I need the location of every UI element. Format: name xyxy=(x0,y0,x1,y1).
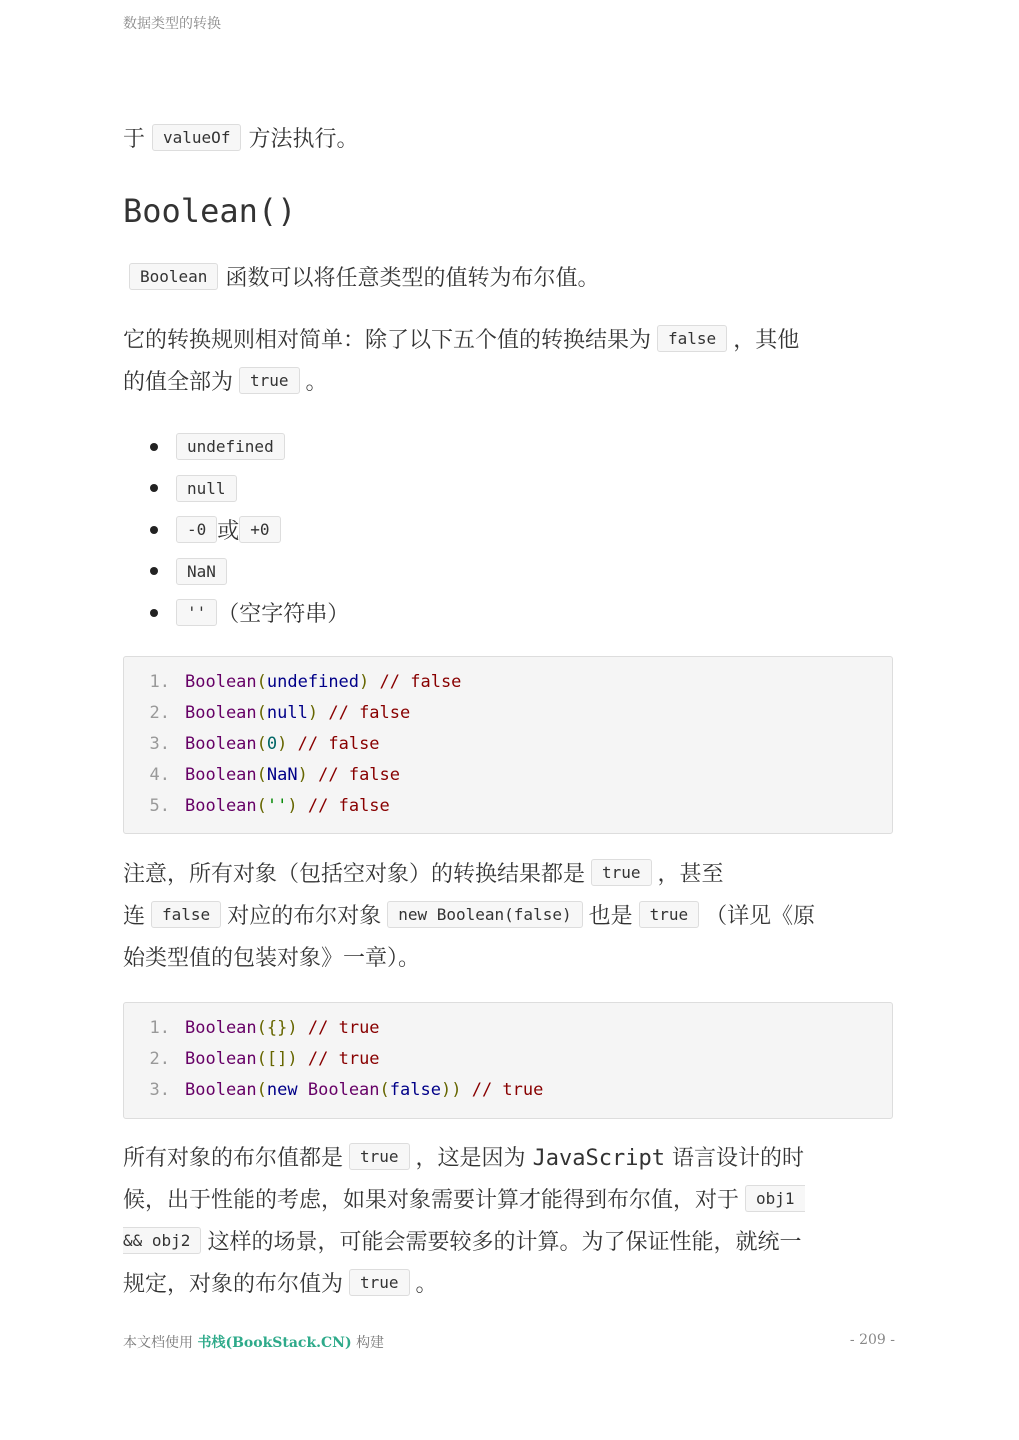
p2-text-3: 的值全部为 xyxy=(123,370,234,395)
footer-prefix: 本文档使用 xyxy=(123,1335,193,1351)
paragraph-objects-note xyxy=(123,854,895,980)
line-number: 5. xyxy=(149,796,170,816)
list-item xyxy=(123,426,349,468)
list-item xyxy=(123,551,349,593)
inline-code-true: true xyxy=(591,859,652,886)
list-item xyxy=(123,468,349,510)
code-comment: // false xyxy=(318,765,401,785)
code-punct: ) xyxy=(277,734,288,754)
code-comment: // false xyxy=(307,796,390,816)
code-punct: ( xyxy=(256,796,267,816)
list-item xyxy=(123,592,349,634)
p4-text-4: 候，出于性能的考虑，如果对象需要计算才能得到布尔值，对于 xyxy=(123,1188,740,1213)
paragraph-design-reason xyxy=(123,1138,895,1306)
line-number: 2. xyxy=(149,1049,170,1069)
code-punct: ) xyxy=(287,796,298,816)
inline-code-true: true xyxy=(639,901,700,928)
code-fn: Boolean xyxy=(185,1018,257,1038)
inline-code-valueof: valueOf xyxy=(152,124,241,151)
code-comment: // false xyxy=(328,703,411,723)
inline-code-undefined: undefined xyxy=(176,433,285,460)
code-punct: ( xyxy=(256,1018,267,1038)
inline-code-plus-zero: +0 xyxy=(239,516,280,543)
p4-text-3: 语言设计的时 xyxy=(672,1146,805,1171)
inline-code-new-boolean: new Boolean(false) xyxy=(387,901,582,928)
code-comment: // false xyxy=(379,672,462,692)
inline-code-obj1: obj1 xyxy=(745,1185,805,1212)
code-punct: ( xyxy=(256,765,267,785)
code-comment: // true xyxy=(307,1049,380,1069)
code-punct: ) xyxy=(359,672,370,692)
code-block-truthy xyxy=(123,1002,893,1119)
code-arg: undefined xyxy=(266,672,360,692)
running-header: 数据类型的转换 xyxy=(123,16,221,32)
code-punct: ) xyxy=(297,765,308,785)
intro-suffix: 方法执行。 xyxy=(248,127,359,152)
falsy-values-list xyxy=(123,426,349,634)
p3-text-1: 注意，所有对象（包括空对象）的转换结果都是 xyxy=(123,862,586,887)
code-comment: // true xyxy=(307,1018,380,1038)
p4-text-6: 规定，对象的布尔值为 xyxy=(123,1272,344,1297)
code-punct: ( xyxy=(256,734,267,754)
code-arg: '' xyxy=(266,796,288,816)
code-fn: Boolean xyxy=(307,1080,380,1100)
code-punct: ( xyxy=(256,1049,267,1069)
code-comment: // true xyxy=(471,1080,544,1100)
line-number: 1. xyxy=(149,672,170,692)
paragraph-rules xyxy=(123,320,895,404)
p3-text-7: 始类型值的包装对象》一章）。 xyxy=(123,946,421,971)
code-line xyxy=(124,729,892,760)
code-punct: ) xyxy=(307,703,319,723)
code-fn: Boolean xyxy=(185,1080,257,1100)
inline-code-false: false xyxy=(657,325,727,352)
line-number: 2. xyxy=(149,703,170,723)
inline-code-null: null xyxy=(176,475,237,502)
code-arg: [] xyxy=(266,1049,288,1069)
p1-text: 函数可以将任意类型的值转为布尔值。 xyxy=(225,266,600,291)
code-line xyxy=(124,667,892,698)
footer-brand-link[interactable]: 书栈(BookStack.CN) xyxy=(197,1335,352,1351)
code-punct: ( xyxy=(256,1080,267,1100)
bullet-icon xyxy=(150,609,158,617)
p3-text-6: （详见《原 xyxy=(705,904,816,929)
inline-code-minus-zero: -0 xyxy=(176,516,217,543)
inline-code-empty-string: '' xyxy=(176,599,217,626)
p2-text-1: 它的转换规则相对简单：除了以下五个值的转换结果为 xyxy=(123,328,652,353)
code-line xyxy=(124,1013,892,1044)
code-punct: ) xyxy=(287,1049,298,1069)
p4-javascript: JavaScript xyxy=(532,1146,666,1171)
list-item-note: （空字符串） xyxy=(217,602,350,628)
line-number: 3. xyxy=(149,734,170,754)
code-arg: null xyxy=(266,703,308,723)
p3-text-3: 连 xyxy=(123,904,146,929)
inline-code-obj2: && obj2 xyxy=(123,1227,201,1254)
section-heading: Boolean() xyxy=(123,192,297,230)
list-item xyxy=(123,509,349,551)
p3-text-5: 也是 xyxy=(588,904,633,929)
inline-code-true: true xyxy=(349,1269,410,1296)
p4-text-1: 所有对象的布尔值都是 xyxy=(123,1146,344,1171)
list-item-or: 或 xyxy=(217,519,240,545)
code-block-falsy xyxy=(123,656,893,834)
inline-code-nan: NaN xyxy=(176,558,227,585)
code-arg: NaN xyxy=(266,765,298,785)
code-arg: false xyxy=(389,1080,441,1100)
code-fn: Boolean xyxy=(185,1049,257,1069)
line-number: 1. xyxy=(149,1018,170,1038)
code-arg: 0 xyxy=(266,734,278,754)
inline-code-true: true xyxy=(239,367,300,394)
inline-code-true: true xyxy=(349,1143,410,1170)
code-arg: {} xyxy=(266,1018,288,1038)
inline-code-boolean: Boolean xyxy=(129,263,218,290)
line-number: 4. xyxy=(149,765,170,785)
code-keyword: new xyxy=(266,1080,298,1100)
p2-text-2: ，其他 xyxy=(733,328,800,353)
code-punct: ( xyxy=(256,703,267,723)
footer-suffix: 构建 xyxy=(356,1335,385,1351)
intro-prefix: 于 xyxy=(123,127,146,152)
p4-text-7: 。 xyxy=(415,1272,438,1297)
code-line xyxy=(124,1044,892,1075)
code-fn: Boolean xyxy=(185,703,257,723)
bullet-icon xyxy=(150,567,158,575)
code-line xyxy=(124,1075,892,1106)
code-punct: )) xyxy=(440,1080,462,1100)
p4-text-2: ，这是因为 xyxy=(415,1146,526,1171)
p3-text-4: 对应的布尔对象 xyxy=(227,904,382,929)
paragraph-boolean-intro xyxy=(129,258,901,300)
line-number: 3. xyxy=(149,1080,170,1100)
code-line xyxy=(124,698,892,729)
page-number: - 209 - xyxy=(849,1332,895,1348)
code-comment: // false xyxy=(297,734,380,754)
code-punct: ) xyxy=(287,1018,298,1038)
code-line xyxy=(124,791,892,822)
code-fn: Boolean xyxy=(185,796,257,816)
bullet-icon xyxy=(150,443,158,451)
bullet-icon xyxy=(150,526,158,534)
code-punct: ( xyxy=(256,672,267,692)
p4-text-5: 这样的场景，可能会需要较多的计算。为了保证性能，就统一 xyxy=(207,1230,802,1255)
code-punct: ( xyxy=(379,1080,390,1100)
code-fn: Boolean xyxy=(185,734,257,754)
p2-text-4: 。 xyxy=(305,370,328,395)
code-fn: Boolean xyxy=(185,672,257,692)
p3-text-2: ，甚至 xyxy=(657,862,724,887)
intro-paragraph xyxy=(123,119,895,161)
code-fn: Boolean xyxy=(185,765,257,785)
footer-credit xyxy=(123,1332,384,1352)
bullet-icon xyxy=(150,484,158,492)
code-line xyxy=(124,760,892,791)
inline-code-false: false xyxy=(151,901,221,928)
